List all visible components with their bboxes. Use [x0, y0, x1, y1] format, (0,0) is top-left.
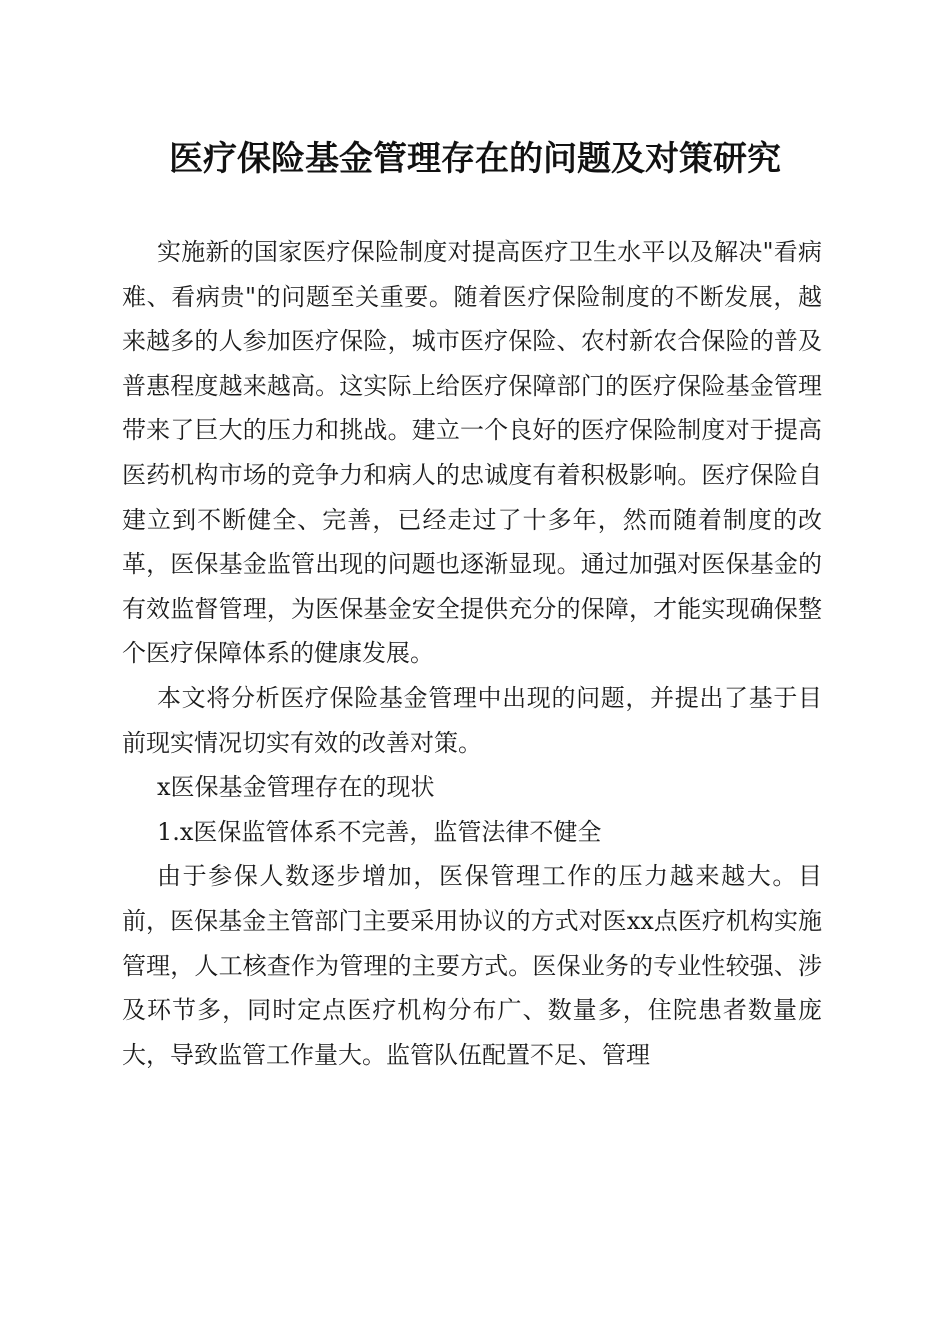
intro-paragraph: 实施新的国家医疗保险制度对提高医疗卫生水平以及解决"看病难、看病贵"的问题至关重要。随着医疗保险制度的不断发展，越来越多的人参加医疗保险，城市医疗保险、农村新农合保险的普及普惠程度越来越高。这实际上给医疗保障部门的医疗保险基金管理带来了巨大的压力和挑战。建立一个良好的医疗保险制度对于提高医药机构市场的竞争力和病人的忠诚度有着积极影响。医疗保险自建立到不断健全、完善，已经走过了十多年，然而随着制度的改革，医保基金监管出现的问题也逐渐显现。通过加强对医保基金的有效监督管理，为医保基金安全提供充分的保障，才能实现确保整个医疗保障体系的健康发展。 — [122, 238, 822, 668]
section-heading: x医保基金管理存在的现状 — [157, 773, 435, 802]
scope-paragraph: 本文将分析医疗保险基金管理中出现的问题，并提出了基于目前现实情况切实有效的改善对策。 — [122, 683, 822, 757]
document-body — [122, 230, 822, 1077]
document-title: 医疗保险基金管理存在的问题及对策研究 — [169, 139, 781, 179]
subsection-heading: 1.x医保监管体系不完善，监管法律不健全 — [157, 817, 602, 846]
section-paragraph: 由于参保人数逐步增加，医保管理工作的压力越来越大。目前，医保基金主管部门主要采用协议的方式对医xx点医疗机构实施管理，人工核查作为管理的主要方式。医保业务的专业性较强、涉及环节多，同时定点医疗机构分布广、数量多，住院患者数量庞大，导致监管工作量大。监管队伍配置不足、管理 — [122, 862, 822, 1069]
